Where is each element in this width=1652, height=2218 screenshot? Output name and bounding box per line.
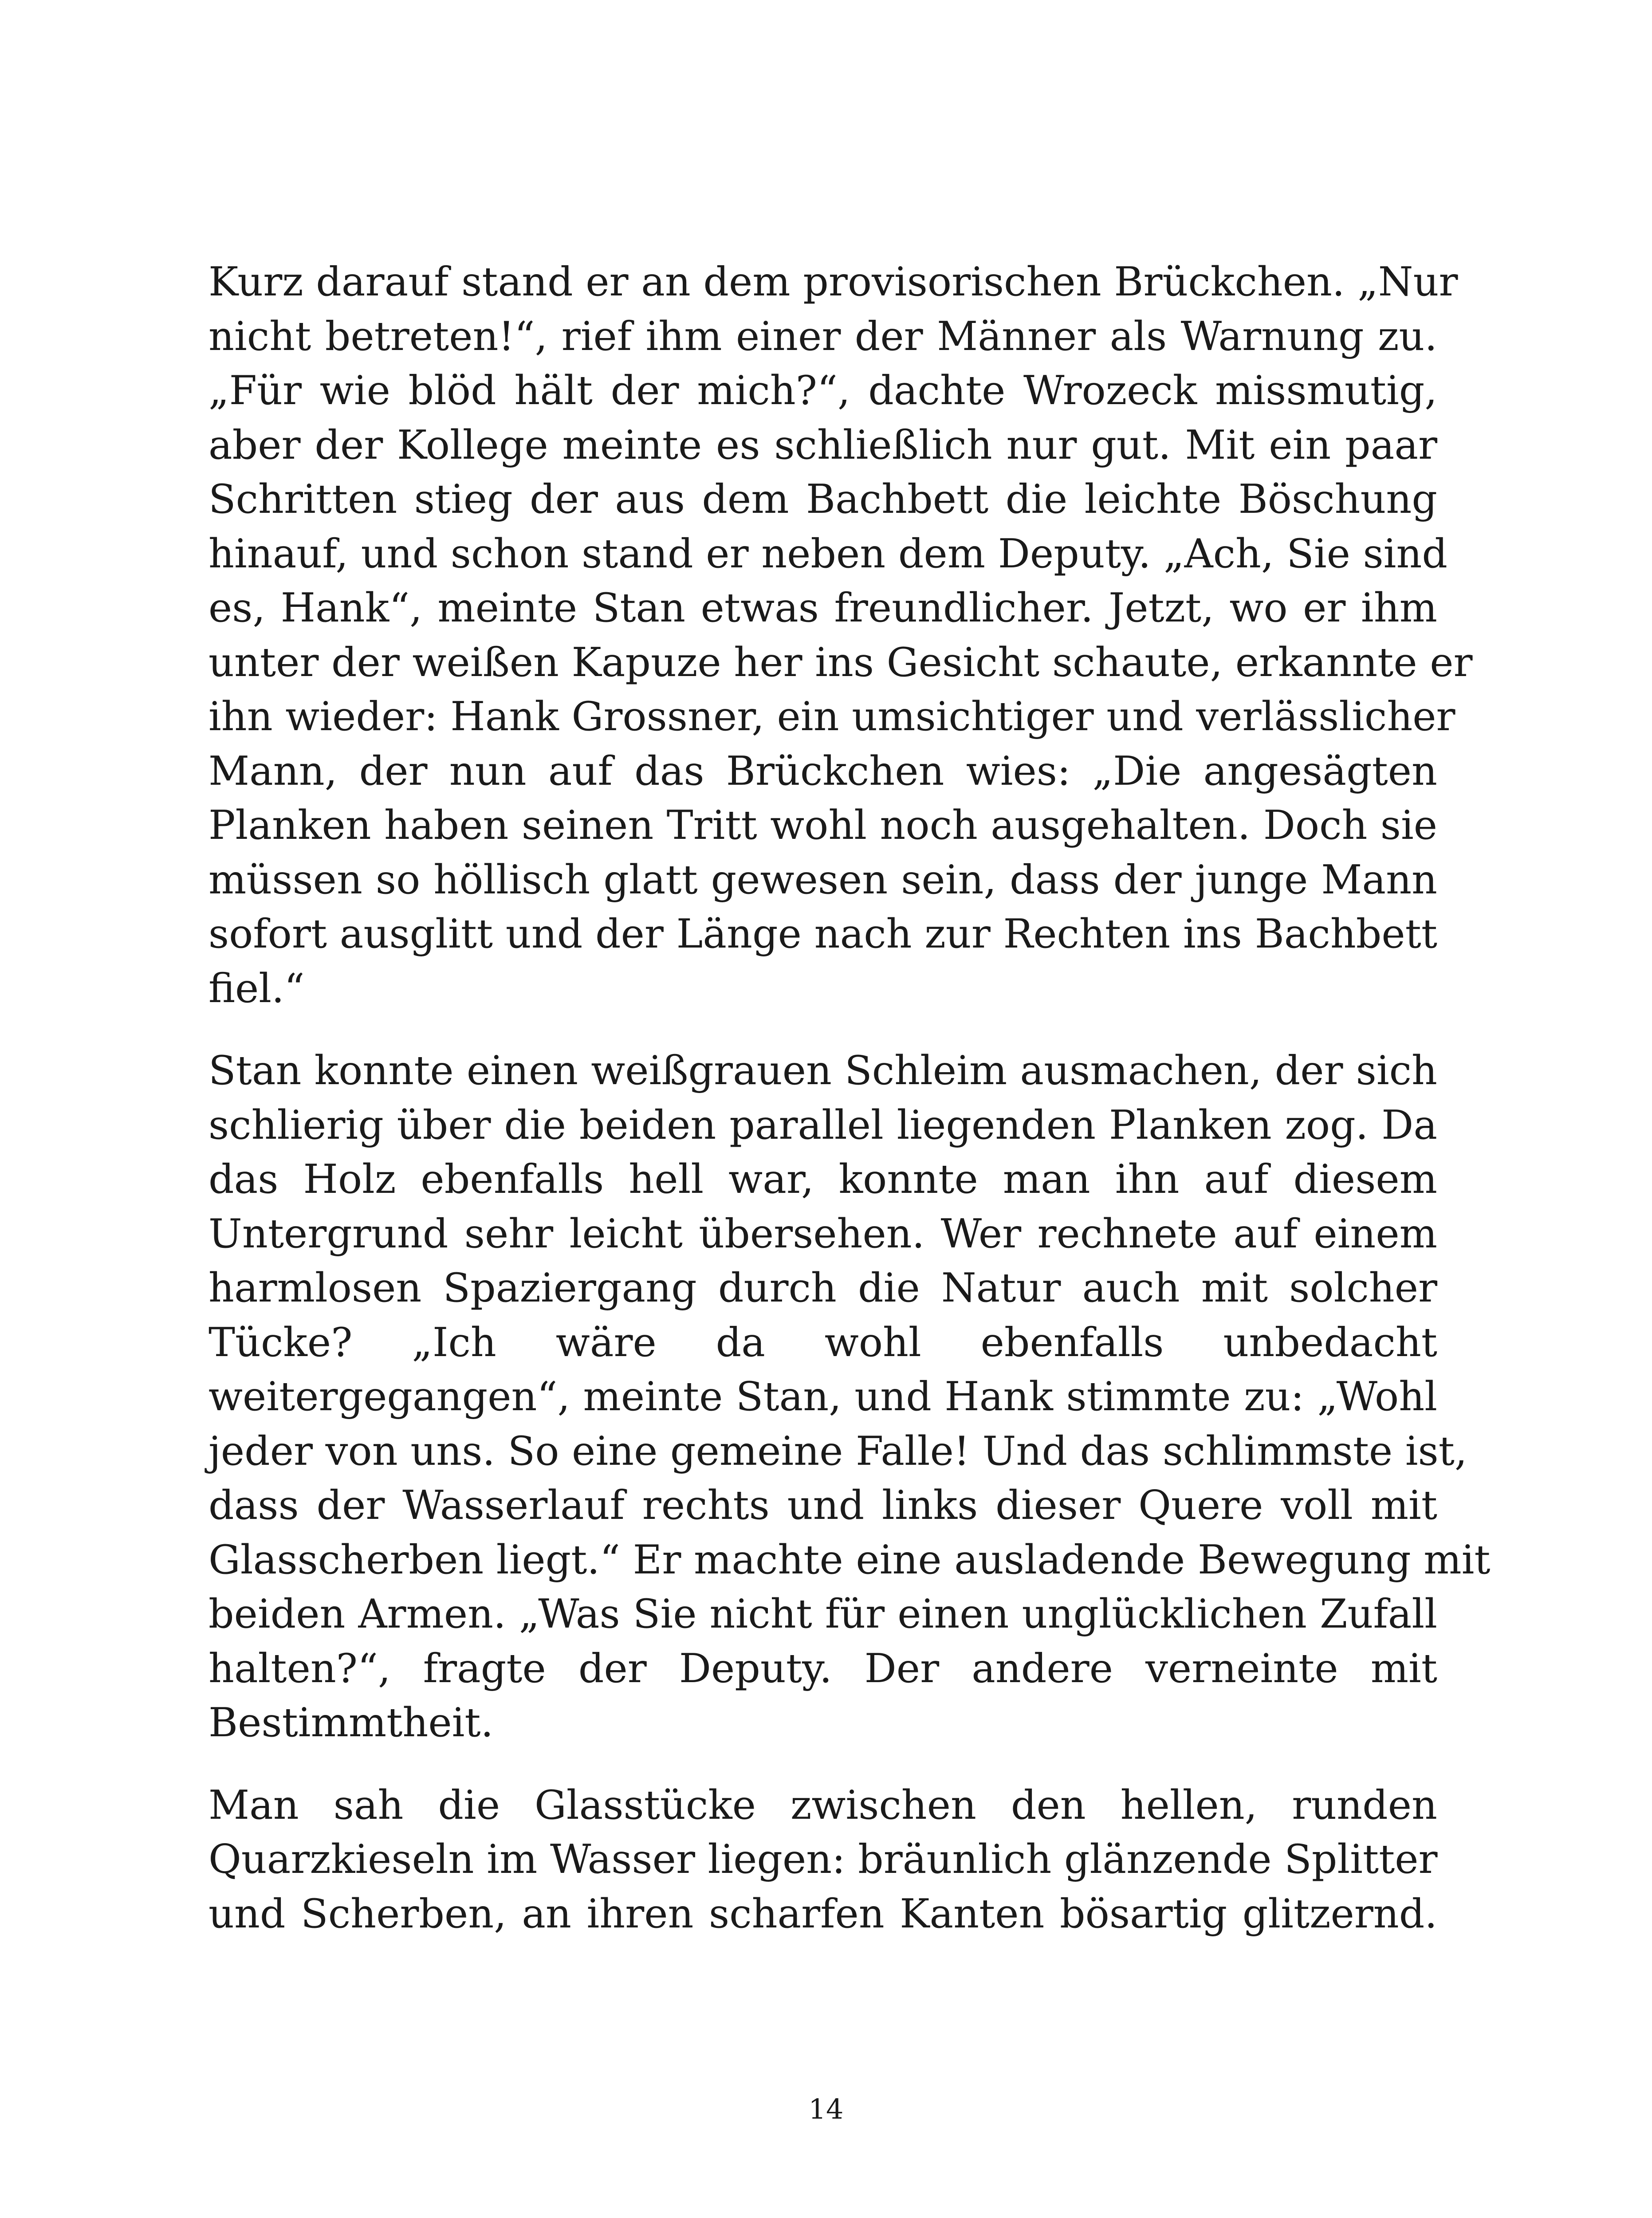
text-line: harmlosen Spaziergang durch die Natur auch mit solcher [208, 1265, 1437, 1311]
text-line: Mann, der nun auf das Brückchen wies: „Die angesägten [208, 747, 1437, 794]
text-line: dass der Wasserlauf rechts und links dieser Quere voll mit [208, 1482, 1437, 1529]
text-line: schlierig über die beiden parallel liegenden Planken zog. Da [208, 1101, 1437, 1148]
text-line: aber der Kollege meinte es schließlich nur gut. Mit ein paar [208, 421, 1437, 468]
text-line: fiel.“ [208, 965, 305, 1012]
text-line: Man sah die Glasstücke zwischen den hellen, runden [208, 1781, 1437, 1829]
paragraph-3 [208, 1778, 1437, 1942]
text-line: jeder von uns. So eine gemeine Falle! Und das schlimmste ist, [208, 1428, 1467, 1475]
text-line: hinauf, und schon stand er neben dem Deputy. „Ach, Sie sind [208, 530, 1448, 577]
text-line: das Holz ebenfalls hell war, konnte man ihn auf diesem [208, 1156, 1437, 1203]
text-line: Quarzkieseln im Wasser liegen: bräunlich glänzende Splitter [208, 1836, 1438, 1883]
text-line: es, Hank“, meinte Stan etwas freundlicher. Jetzt, wo er ihm [208, 585, 1437, 631]
text-line: Tücke? „Ich wäre da wohl ebenfalls unbedacht [208, 1319, 1437, 1366]
text-line: unter der weißen Kapuze her ins Gesicht schaute, erkannte er [208, 639, 1473, 686]
text-line: „Für wie blöd hält der mich?“, dachte Wrozeck missmutig, [208, 367, 1437, 414]
body-text [208, 255, 1491, 1941]
text-line: müssen so höllisch glatt gewesen sein, dass der junge Mann [208, 856, 1437, 903]
text-line: ihn wieder: Hank Grossner, ein umsichtiger und verlässlicher [208, 693, 1455, 740]
text-line: beiden Armen. „Was Sie nicht für einen unglücklichen Zufall [208, 1591, 1437, 1637]
text-line: Untergrund sehr leicht übersehen. Wer rechnete auf einem [208, 1210, 1437, 1257]
text-line: Kurz darauf stand er an dem provisorischen Brückchen. „Nur [208, 259, 1458, 305]
paragraph-1 [208, 255, 1473, 1016]
text-line: sofort ausglitt und der Länge nach zur Rechten ins Bachbett [208, 911, 1437, 957]
text-line: nicht betreten!“, rief ihm einer der Männer als Warnung zu. [208, 313, 1437, 360]
text-line: Schritten stieg der aus dem Bachbett die leichte Böschung [208, 476, 1437, 523]
text-line: Glasscherben liegt.“ Er machte eine ausladende Bewegung mit [208, 1536, 1491, 1583]
paragraph-2 [208, 1044, 1491, 1750]
text-line: halten?“, fragte der Deputy. Der andere verneinte mit [208, 1645, 1437, 1692]
text-line: und Scherben, an ihren scharfen Kanten bösartig glitzernd. [208, 1890, 1437, 1937]
text-line: weitergegangen“, meinte Stan, und Hank stimmte zu: „Wohl [208, 1373, 1437, 1420]
text-line: Bestimmtheit. [208, 1699, 494, 1746]
text-line: Stan konnte einen weißgrauen Schleim ausmachen, der sich [208, 1047, 1437, 1094]
text-line: Planken haben seinen Tritt wohl noch ausgehalten. Doch sie [208, 802, 1437, 849]
page-number: 14 [808, 2093, 844, 2125]
